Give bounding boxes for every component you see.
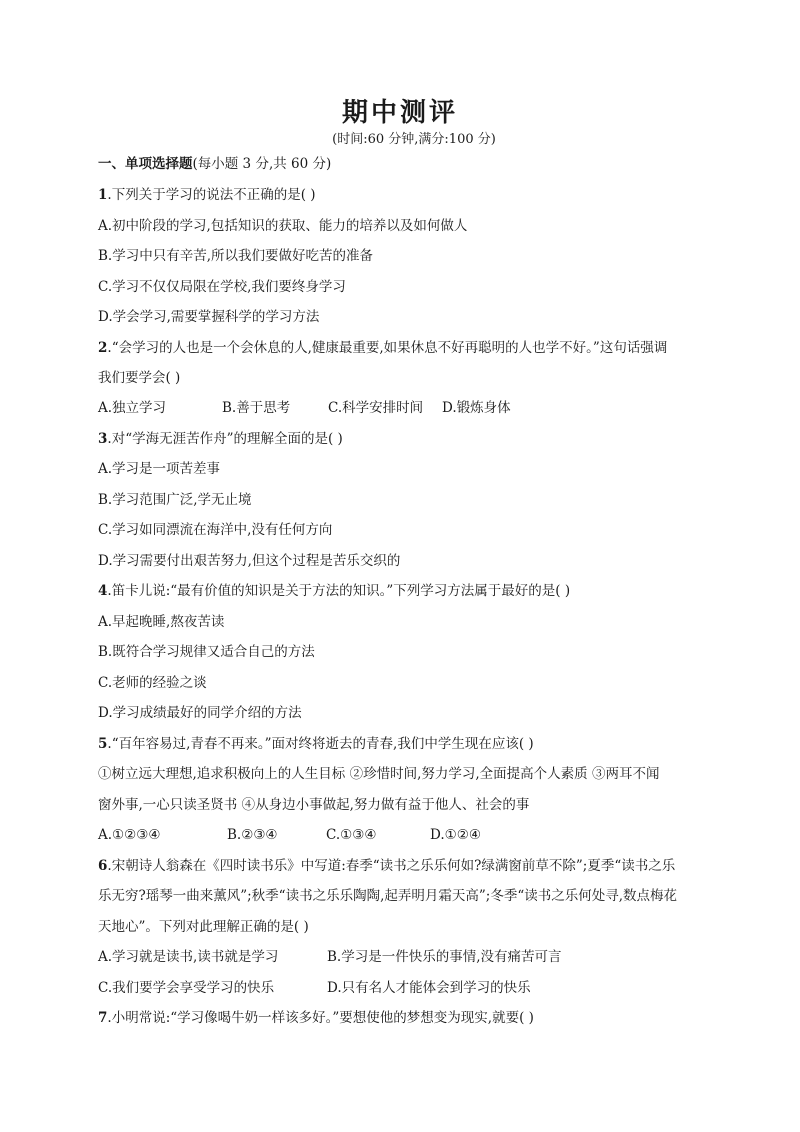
- question-number: 3: [98, 431, 108, 447]
- question-text: .宋朝诗人翁森在《四时读书乐》中写道:春季“读书之乐乐何如?绿满窗前草不除”;夏季“读书之乐: [107, 858, 676, 874]
- question-6-stem: [98, 856, 675, 876]
- question-1-option-b: B.学习中只有辛苦,所以我们要做好吃苦的准备: [98, 248, 374, 264]
- section-heading: [98, 154, 331, 174]
- option-b: B.学习是一件快乐的事情,没有痛苦可言: [327, 949, 562, 965]
- question-5-stem: [98, 734, 534, 754]
- question-text: .下列关于学习的说法不正确的是( ): [107, 187, 316, 203]
- question-text: .“百年容易过,青春不再来。”面对终将逝去的青春,我们中学生现在应该( ): [107, 736, 534, 752]
- question-4-stem: [98, 581, 570, 601]
- question-number: 1: [98, 187, 108, 203]
- question-4-option-b: B.既符合学习规律又适合自己的方法: [98, 644, 315, 660]
- question-6-stem-continued-1: 乐无穷?瑶琴一曲来薰风”;秋季“读书之乐乐陶陶,起弄明月霜天高”;冬季“读书之乐何处寻,数点梅花: [98, 888, 678, 904]
- question-number: 6: [98, 858, 108, 874]
- exam-info: (时间:60 分钟,满分:100 分): [332, 132, 496, 147]
- option-b: B.善于思考: [222, 400, 291, 416]
- option-c: C.科学安排时间: [328, 400, 424, 416]
- question-5-items-line-2: 窗外事,一心只读圣贤书 ④从身边小事做起,努力做有益于他人、社会的事: [98, 797, 530, 813]
- question-6-options-row-2: [98, 978, 531, 998]
- question-number: 7: [98, 1010, 108, 1026]
- page-title: 期中测评: [341, 98, 458, 128]
- question-1-option-a: A.初中阶段的学习,包括知识的获取、能力的培养以及如何做人: [98, 218, 468, 234]
- question-number: 5: [98, 736, 108, 752]
- question-4-option-c: C.老师的经验之谈: [98, 675, 207, 691]
- question-3-option-b: B.学习范围广泛,学无止境: [98, 492, 252, 508]
- question-text: .对“学海无涯苦作舟”的理解全面的是( ): [107, 431, 343, 447]
- option-c: C.①③④: [326, 827, 377, 843]
- question-5-items-line-1: ①树立远大理想,追求积极向上的人生目标 ②珍惜时间,努力学习,全面提高个人素质 ③两耳不闻: [98, 766, 660, 782]
- question-3-option-d: D.学习需要付出艰苦努力,但这个过程是苦乐交织的: [98, 553, 401, 569]
- question-1-stem: [98, 185, 316, 205]
- option-a: A.学习就是读书,读书就是学习: [98, 949, 279, 965]
- option-a: A.独立学习: [98, 400, 167, 416]
- question-6-options-row-1: [98, 947, 562, 967]
- section-title: 一、单项选择题: [98, 156, 193, 172]
- question-text: .笛卡儿说:“最有价值的知识是关于方法的知识。”下列学习方法属于最好的是( ): [107, 583, 571, 599]
- option-d: D.①②④: [430, 827, 481, 843]
- option-b: B.②③④: [227, 827, 278, 843]
- question-text: .小明常说:“学习像喝牛奶一样该多好。”要想使他的梦想变为现实,就要( ): [107, 1010, 534, 1026]
- section-note: (每小题 3 分,共 60 分): [192, 156, 332, 172]
- question-7-stem: [98, 1008, 534, 1028]
- option-d: D.锻炼身体: [442, 400, 511, 416]
- question-3-option-c: C.学习如同漂流在海洋中,没有任何方向: [98, 522, 333, 538]
- option-c: C.我们要学会享受学习的快乐: [98, 980, 275, 996]
- option-a: A.①②③④: [98, 827, 161, 843]
- question-2-options: [98, 398, 511, 418]
- question-1-option-d: D.学会学习,需要掌握科学的学习方法: [98, 309, 320, 325]
- question-number: 2: [98, 340, 108, 356]
- question-6-stem-continued-2: 天地心”。下列对此理解正确的是( ): [98, 919, 309, 935]
- question-4-option-a: A.早起晚睡,熬夜苦读: [98, 614, 225, 630]
- question-3-stem: [98, 429, 343, 449]
- question-2-stem-continued: 我们要学会( ): [98, 370, 181, 386]
- question-3-option-a: A.学习是一项苦差事: [98, 461, 221, 477]
- question-2-stem: [98, 338, 667, 358]
- question-text: .“会学习的人也是一个会休息的人,健康最重要,如果休息不好再聪明的人也学不好。”这句话强调: [107, 340, 668, 356]
- option-d: D.只有名人才能体会到学习的快乐: [327, 980, 531, 996]
- question-1-option-c: C.学习不仅仅局限在学校,我们要终身学习: [98, 279, 346, 295]
- question-number: 4: [98, 583, 108, 599]
- question-5-options: [98, 825, 481, 845]
- question-4-option-d: D.学习成绩最好的同学介绍的方法: [98, 705, 302, 721]
